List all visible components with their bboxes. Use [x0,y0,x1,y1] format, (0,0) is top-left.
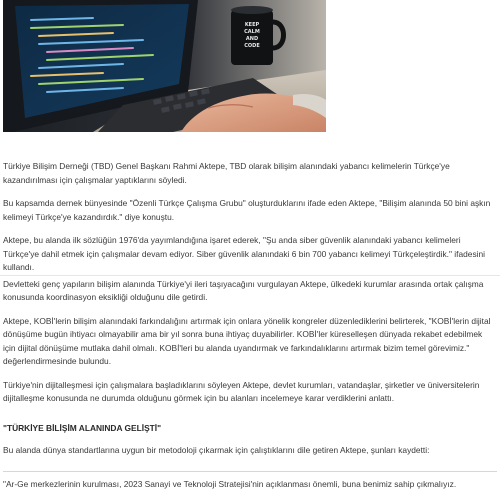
article-paragraph: Aktepe, bu alanda ilk sözlüğün 1976'da yayımlandığına işaret ederek, "Şu anda siber güvenlik alanındaki yabancı kelimeleri Türkçe'ye dahil etmek için çalışmalar devam ediyor. Siber güvenlik alanındaki 6 bin 700 yabancı kelimeyi Türkçeleştirdik." ifadesini kullandı. [3,235,486,272]
article-paragraph: Devletteki genç yapıların bilişim alanında Türkiye'yi ileri taşıyacağını vurgulayan Aktepe, ülkedeki kurumlar arasında ortak çalışma konusunda koordinasyon eksikliği olduğunu dile getirdi. [3,278,497,305]
mug-text-line: AND [245,36,259,42]
article-paragraph: Bu alanda dünya standartlarına uygun bir metodoloji çıkarmak için çalıştıklarını dile getiren Aktepe, şunları kaydetti: [3,445,430,455]
article-paragraph: Türkiye Bilişim Derneği (TBD) Genel Başkanı Rahmi Aktepe, TBD olarak bilişim alanındaki yabancı kelimelerin Türkçe'ye kazandırılması için çalışmalar yaptıklarını söyledi. [3,161,450,185]
mug-text-line: KEEP [244,22,260,28]
article-paragraph: Bu kapsamda dernek bünyesinde "Özenli Türkçe Çalışma Grubu" oluşturduklarını ifade eden Aktepe, "Bilişim alanında 50 bini aşkın kelimeyi Türkçe'ye kazandırdık." diye konuştu. [3,198,491,222]
mug-text-line: CALM [244,29,260,35]
mug-text-line: CODE [244,43,260,49]
article-quote: "Ar-Ge merkezlerinin kurulması, 2023 Sanayi ve Teknoloji Stratejisi'nin açıklanması önemli, buna benimiz sahip çıkmalıyız. [3,471,497,492]
laptop-typing-photo [3,0,326,132]
article-hero-image [3,0,326,132]
article-body [3,160,497,491]
article-paragraph: Türkiye'nin dijitalleşmesi için çalışmalara başladıklarını söyleyen Aktepe, devlet kurumları, vatandaşlar, şirketler ve üniversitelerin dijitalleşme konusunda ne durumda olduğunu görmek için bu alanları incelemeye karar verdiklerini anlattı. [3,379,480,403]
article-paragraph: Aktepe, KOBİ'lerin bilişim alanındaki farkındalığını artırmak için onlara yönelik kongreler düzenlediklerini belirterek, "KOBİ'lerin dijital dönüşüme bugün ihtiyacı olmayabilir ama bir yıl sonra buna ihtiyaç duyabilirler. KOBİ'ler küreselleşen dünyada rekabet edebilmek için dijital dönüşüme mutlaka dahil olmalı. KOBİ'leri bu alanda uyandırmak ve farkındalıklarını artırmak bizim temel görevimiz." değerlendirmesinde bulundu. [3,315,491,366]
section-heading: "TÜRKİYE BİLİŞİM ALANINDA GELİŞTİ" [3,422,162,433]
